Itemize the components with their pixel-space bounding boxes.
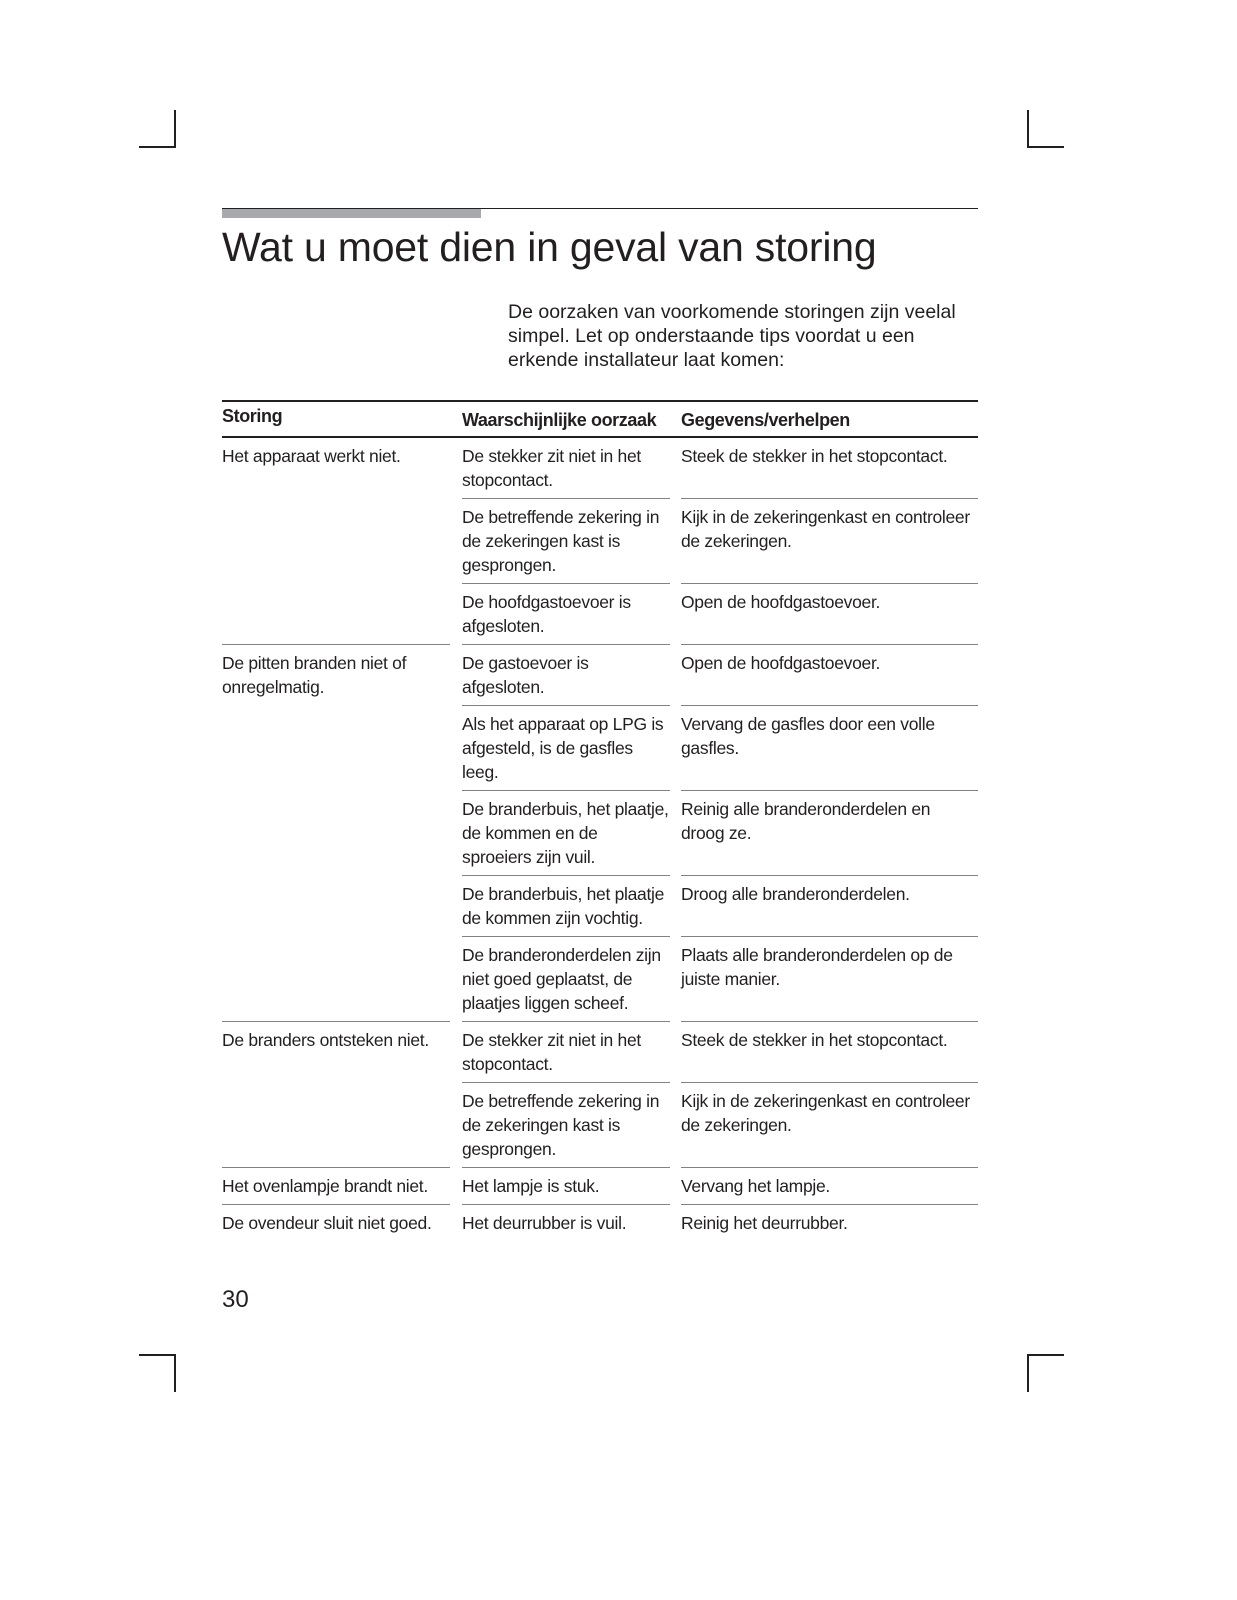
crop-mark-top-right-h [1027, 146, 1064, 148]
table-body [222, 438, 978, 1241]
table-row [462, 584, 978, 645]
table-group [222, 1168, 978, 1205]
crop-mark-bottom-right-v [1027, 1354, 1029, 1392]
fix-cell: Reinig het deurrubber. [681, 1213, 848, 1233]
cause-cell: De hoofdgastoevoer is afgesloten. [462, 584, 670, 645]
fix-cell: Kijk in de zekeringenkast en controleer de zekeringen. [681, 1083, 978, 1168]
table-row [462, 706, 978, 791]
table-group [222, 645, 978, 1022]
problem-cell: De branders ontsteken niet. [222, 1022, 450, 1168]
crop-mark-bottom-right-h [1027, 1354, 1064, 1356]
cause-cell: De branderbuis, het plaatje, de kommen en de sproeiers zijn vuil. [462, 791, 670, 876]
cause-cell: De branderonderdelen zijn niet goed geplaatst, de plaatjes liggen scheef. [462, 937, 670, 1022]
table-group [222, 438, 978, 645]
crop-mark-top-right-v [1027, 110, 1029, 148]
fix-cell: Vervang het lampje. [681, 1168, 978, 1205]
table-row [462, 876, 978, 937]
fix-cell: Kijk in de zekeringenkast en controleer de zekeringen. [681, 499, 978, 584]
column-header-verhelpen: Gegevens/verhelpen [681, 410, 850, 430]
fix-cell: Open de hoofdgastoevoer. [681, 645, 978, 706]
intro-text: De oorzaken van voorkomende storingen zijn veelal simpel. Let op onderstaande tips voordat u een erkende installateur laat komen: [508, 301, 956, 371]
table-group [222, 1205, 978, 1241]
table-row [462, 791, 978, 876]
crop-mark-top-left-v [174, 110, 176, 148]
fix-cell: Plaats alle branderonderdelen op de juiste manier. [681, 937, 978, 1022]
problem-cell: De ovendeur sluit niet goed. [222, 1213, 432, 1233]
table-row [462, 438, 978, 499]
header-rule [222, 208, 978, 209]
table-row [462, 937, 978, 1022]
table-header [222, 400, 978, 438]
crop-mark-top-left-h [139, 146, 176, 148]
fix-cell: Reinig alle branderonderdelen en droog ze. [681, 791, 978, 876]
page-title: Wat u moet dien in geval van storing [222, 224, 877, 270]
table-group [222, 1022, 978, 1168]
troubleshooting-table [222, 400, 978, 1241]
cause-cell: De betreffende zekering in de zekeringen kast is gesprongen. [462, 1083, 670, 1168]
table-row [462, 499, 978, 584]
cause-cell: De stekker zit niet in het stopcontact. [462, 438, 670, 499]
problem-cell: Het apparaat werkt niet. [222, 438, 450, 645]
table-row [462, 1022, 978, 1083]
page-number: 30 [222, 1286, 249, 1313]
header-accent-bar [222, 208, 481, 218]
cause-cell: Het lampje is stuk. [462, 1168, 670, 1205]
cause-cell: De branderbuis, het plaatje de kommen zijn vochtig. [462, 876, 670, 937]
table-row [462, 1205, 978, 1241]
cause-cell: Als het apparaat op LPG is afgesteld, is de gasfles leeg. [462, 706, 670, 791]
cause-cell: Het deurrubber is vuil. [462, 1213, 627, 1233]
fix-cell: Open de hoofdgastoevoer. [681, 584, 978, 645]
table-row [462, 1083, 978, 1168]
problem-cell: De pitten branden niet of onregelmatig. [222, 645, 450, 1022]
fix-cell: Vervang de gasfles door een volle gasfles. [681, 706, 978, 791]
column-header-storing: Storing [222, 406, 283, 426]
cause-cell: De betreffende zekering in de zekeringen kast is gesprongen. [462, 499, 670, 584]
fix-cell: Droog alle branderonderdelen. [681, 876, 978, 937]
fix-cell: Steek de stekker in het stopcontact. [681, 1022, 978, 1083]
column-header-oorzaak: Waarschijnlijke oorzaak [462, 410, 657, 430]
table-row [462, 1168, 978, 1205]
problem-cell: Het ovenlampje brandt niet. [222, 1168, 450, 1205]
cause-cell: De stekker zit niet in het stopcontact. [462, 1022, 670, 1083]
crop-mark-bottom-left-v [174, 1354, 176, 1392]
cause-cell: De gastoevoer is afgesloten. [462, 645, 670, 706]
fix-cell: Steek de stekker in het stopcontact. [681, 438, 978, 499]
crop-mark-bottom-left-h [139, 1354, 176, 1356]
table-row [462, 645, 978, 706]
